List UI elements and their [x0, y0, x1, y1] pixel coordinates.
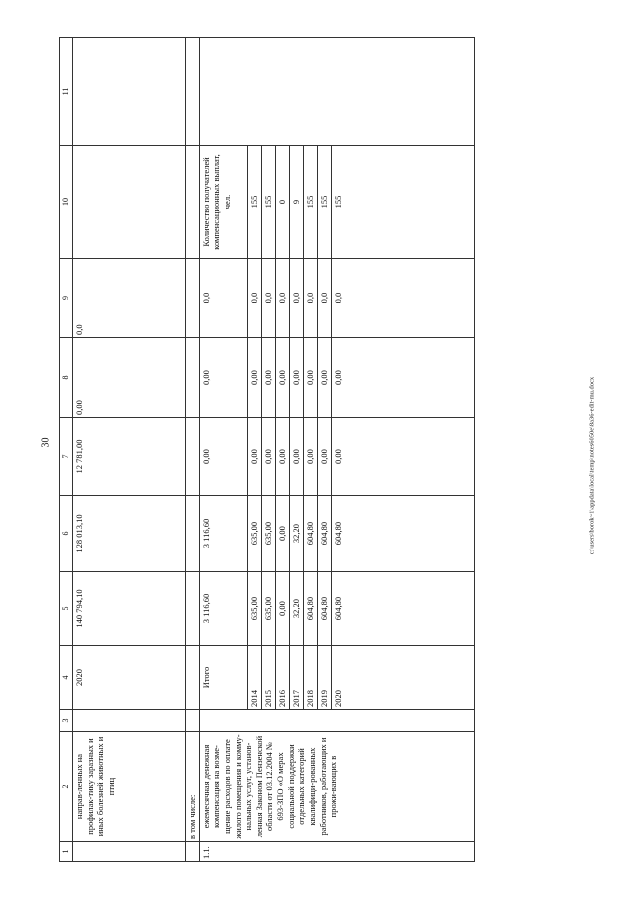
cell-c9: 0,0	[275, 259, 289, 338]
cell-including: в том числе:	[186, 732, 200, 842]
cell-empty	[186, 259, 200, 338]
cell-c7: 0,00	[199, 418, 247, 496]
cell-c6: 0,00	[275, 496, 289, 572]
cell-c8: 0,00	[275, 338, 289, 418]
cell-empty	[186, 496, 200, 572]
cell-c8: 0,00	[289, 338, 303, 418]
header-cell: 2	[60, 732, 73, 842]
cell-c5: 604,80	[331, 572, 474, 646]
cell-c7: 0,00	[303, 418, 317, 496]
cell-year: 2017	[289, 646, 303, 710]
footer-file-path: c:\users\borok~1\appdata\local\temp\notes6050e\8a36-edit-mu.docx	[588, 376, 596, 555]
header-cell: 9	[60, 259, 73, 338]
cell-c7: 0,00	[275, 418, 289, 496]
cell-c6: 635,00	[261, 496, 275, 572]
cell-c10: 155	[247, 146, 261, 259]
cell-c9: 0,0	[247, 259, 261, 338]
cell-c10: 0	[275, 146, 289, 259]
cell-empty	[186, 418, 200, 496]
cell-c7: 0,00	[289, 418, 303, 496]
cell-c7: 0,00	[331, 418, 474, 496]
budget-table	[59, 37, 475, 862]
cell-c6: 604,80	[331, 496, 474, 572]
cell-c5: 140 794,10	[73, 572, 186, 646]
cell-year: 2016	[275, 646, 289, 710]
cell-c9: 0,0	[317, 259, 331, 338]
cell-empty	[186, 842, 200, 862]
cell-c5: 635,00	[261, 572, 275, 646]
cell-c10: 155	[303, 146, 317, 259]
cell-empty	[186, 146, 200, 259]
cell-description: направ-ленных на профилак-тику заразных и иных болезней животных и птиц	[73, 732, 186, 842]
header-cell: 11	[60, 38, 73, 146]
cell-empty	[199, 710, 474, 732]
header-row	[60, 38, 73, 862]
cell-c6: 3 116,60	[199, 496, 247, 572]
cell-empty	[186, 572, 200, 646]
cell-c5: 635,00	[247, 572, 261, 646]
cell-c7: 0,00	[261, 418, 275, 496]
page-number: 30	[40, 437, 52, 448]
landscape-table-container	[59, 38, 571, 862]
cell-c8: 0,00	[303, 338, 317, 418]
header-cell: 8	[60, 338, 73, 418]
cell-empty	[73, 146, 186, 259]
cell-c6: 32,20	[289, 496, 303, 572]
cell-year: 2014	[247, 646, 261, 710]
cell-c7: 0,00	[247, 418, 261, 496]
cell-c8: 0,00	[247, 338, 261, 418]
cell-c10: Количество получателей компенсационных выплат, чел.	[199, 146, 247, 259]
header-cell: 4	[60, 646, 73, 710]
cell-c8: 0,00	[199, 338, 247, 418]
cell-c9: 0,0	[289, 259, 303, 338]
cell-year: Итого	[199, 646, 247, 710]
cell-year: 2019	[317, 646, 331, 710]
rotated-table-frame	[59, 38, 571, 862]
cell-empty	[73, 38, 186, 146]
cell-description: ежемесячная денежная компенсация на возме-щение расходов по оплате жилого помещения и комму-нальных услуг, установ-ленная Законом Пензенской области от 03.12.2004 № 693-ЗПО «О мерах социальной поддержки отдельных категорий квалифици-рованных работников, работающих и прожи-вающих в	[199, 732, 474, 842]
cell-c8: 0,00	[73, 338, 186, 418]
table-row-including	[186, 38, 200, 862]
cell-c6: 635,00	[247, 496, 261, 572]
cell-empty	[73, 710, 186, 732]
cell-empty	[186, 38, 200, 146]
header-cell: 10	[60, 146, 73, 259]
cell-c9: 0,0	[199, 259, 247, 338]
cell-c6: 604,80	[317, 496, 331, 572]
cell-row-number: 1.1.	[199, 842, 474, 862]
cell-empty	[186, 338, 200, 418]
cell-c9: 0,0	[73, 259, 186, 338]
cell-c10: 9	[289, 146, 303, 259]
cell-year: 2015	[261, 646, 275, 710]
cell-c8: 0,00	[317, 338, 331, 418]
cell-c10: 155	[331, 146, 474, 259]
cell-c9: 0,0	[303, 259, 317, 338]
header-cell: 1	[60, 842, 73, 862]
header-cell: 6	[60, 496, 73, 572]
header-cell: 3	[60, 710, 73, 732]
cell-c6: 128 013,10	[73, 496, 186, 572]
cell-c5: 604,80	[317, 572, 331, 646]
cell-c8: 0,00	[261, 338, 275, 418]
table-row-main	[199, 38, 247, 862]
cell-c9: 0,0	[331, 259, 474, 338]
cell-c10: 155	[317, 146, 331, 259]
cell-c7: 12 781,00	[73, 418, 186, 496]
cell-c10: 155	[261, 146, 275, 259]
cell-c5: 604,80	[303, 572, 317, 646]
header-cell: 7	[60, 418, 73, 496]
cell-c5: 3 116,60	[199, 572, 247, 646]
cell-c5: 32,20	[289, 572, 303, 646]
cell-empty	[186, 646, 200, 710]
cell-c7: 0,00	[317, 418, 331, 496]
table-row-top	[73, 38, 186, 862]
cell-empty	[186, 710, 200, 732]
cell-c9: 0,0	[261, 259, 275, 338]
cell-year: 2020	[331, 646, 474, 710]
cell-empty	[73, 842, 186, 862]
cell-year: 2020	[73, 646, 186, 710]
cell-c5: 0,00	[275, 572, 289, 646]
cell-year: 2018	[303, 646, 317, 710]
header-cell: 5	[60, 572, 73, 646]
cell-c8: 0,00	[331, 338, 474, 418]
cell-empty	[199, 38, 474, 146]
cell-c6: 604,80	[303, 496, 317, 572]
